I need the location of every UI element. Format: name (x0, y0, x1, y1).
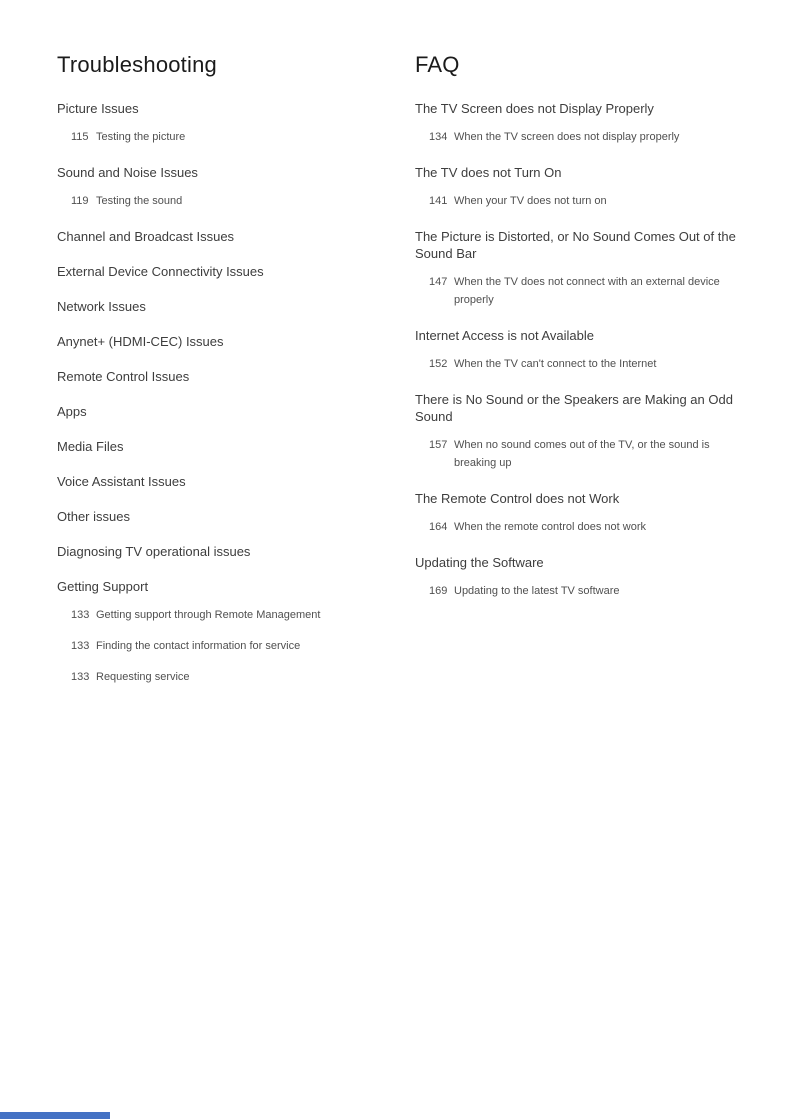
toc-section-title-link[interactable]: There is No Sound or the Speakers are Making an Odd Sound (415, 392, 733, 424)
toc-section-title-link[interactable]: Network Issues (57, 299, 146, 314)
toc-entry-link[interactable] (415, 273, 745, 309)
toc-section (57, 298, 415, 315)
toc-heading-faq: FAQ (415, 52, 460, 77)
toc-section (415, 100, 745, 146)
toc-section (57, 333, 415, 350)
toc-section (57, 368, 415, 385)
toc-entry-page-number: 164 (429, 521, 448, 533)
toc-section (57, 228, 415, 245)
toc-entry-text: When no sound comes out of the TV, or the sound is breaking up (454, 439, 710, 469)
toc-entry-link[interactable] (415, 436, 745, 472)
toc-entry-link[interactable] (57, 128, 415, 146)
toc-entry-text: Updating to the latest TV software (454, 585, 620, 597)
pdf-loading-bar (0, 1112, 110, 1119)
toc-entry-page-number: 147 (429, 276, 448, 288)
toc-entry-text: Finding the contact information for service (96, 640, 301, 652)
toc-entry-page-number: 133 (71, 640, 90, 652)
toc-section-title-link[interactable]: Updating the Software (415, 555, 544, 570)
toc-section-list-troubleshooting (57, 100, 415, 686)
toc-section (57, 100, 415, 146)
toc-entry-text: When the TV does not connect with an external device properly (454, 276, 720, 306)
toc-section (415, 164, 745, 210)
toc-section-title-link[interactable]: Internet Access is not Available (415, 328, 594, 343)
toc-section (57, 543, 415, 560)
toc-section (57, 403, 415, 420)
toc-section-title-link[interactable]: Remote Control Issues (57, 369, 190, 384)
toc-entry-link[interactable] (57, 606, 415, 624)
toc-entry-page-number: 134 (429, 131, 448, 143)
toc-entry-page-number: 157 (429, 439, 448, 451)
toc-section-title-link[interactable]: The TV Screen does not Display Properly (415, 101, 654, 116)
toc-entry-link[interactable] (415, 582, 745, 600)
toc-section-title-link[interactable]: Anynet+ (HDMI-CEC) Issues (57, 334, 224, 349)
toc-section-list-faq (415, 100, 745, 600)
toc-entry-link[interactable] (57, 192, 415, 210)
toc-section (57, 508, 415, 525)
toc-entry-text: When your TV does not turn on (454, 195, 607, 207)
toc-entry-text: Requesting service (96, 671, 190, 683)
toc-section (415, 228, 745, 309)
toc-section-title-link[interactable]: Sound and Noise Issues (57, 165, 198, 180)
toc-entry-link[interactable] (415, 518, 745, 536)
toc-section-title-link[interactable]: Apps (57, 404, 87, 419)
toc-section-title-link[interactable]: Getting Support (57, 579, 149, 594)
toc-section (415, 391, 745, 472)
toc-column-troubleshooting (57, 52, 415, 686)
toc-section-title-link[interactable]: The Remote Control does not Work (415, 491, 620, 506)
toc-entry-text: When the remote control does not work (454, 521, 646, 533)
toc-section-title-link[interactable]: Other issues (57, 509, 130, 524)
toc-section (57, 438, 415, 455)
toc-entry-text: Testing the sound (96, 195, 183, 207)
toc-entry-link[interactable] (57, 637, 415, 655)
toc-entry-link[interactable] (415, 128, 745, 146)
toc-entry-page-number: 169 (429, 585, 448, 597)
toc-entry-page-number: 119 (71, 195, 89, 207)
toc-entry-link[interactable] (57, 668, 415, 686)
toc-section (415, 327, 745, 373)
toc-entry-page-number: 133 (71, 609, 90, 621)
toc-section (57, 263, 415, 280)
toc-entry-page-number: 152 (429, 358, 448, 370)
toc-section (57, 164, 415, 210)
toc-entry-page-number: 141 (429, 195, 448, 207)
toc-section-title-link[interactable]: The TV does not Turn On (415, 165, 562, 180)
toc-entry-text: When the TV screen does not display properly (454, 131, 680, 143)
toc-entry-link[interactable] (415, 355, 745, 373)
toc-section (57, 473, 415, 490)
toc-column-faq (415, 52, 745, 686)
toc-section (415, 490, 745, 536)
toc-section-title-link[interactable]: Media Files (57, 439, 124, 454)
toc-entry-text: When the TV can't connect to the Internet (454, 358, 657, 370)
toc-section-title-link[interactable]: Picture Issues (57, 101, 139, 116)
toc-section (57, 578, 415, 686)
toc-section-title-link[interactable]: Voice Assistant Issues (57, 474, 186, 489)
toc-entry-link[interactable] (415, 192, 745, 210)
toc-section-title-link[interactable]: Channel and Broadcast Issues (57, 229, 235, 244)
toc-section-title-link[interactable]: The Picture is Distorted, or No Sound Comes Out of the Sound Bar (415, 229, 736, 261)
toc-section (415, 554, 745, 600)
toc-entry-text: Testing the picture (96, 131, 186, 143)
toc-entry-page-number: 115 (71, 131, 89, 143)
toc-section-title-link[interactable]: External Device Connectivity Issues (57, 264, 264, 279)
toc-heading-troubleshooting: Troubleshooting (57, 52, 217, 77)
toc-entry-page-number: 133 (71, 671, 90, 683)
toc-section-title-link[interactable]: Diagnosing TV operational issues (57, 544, 251, 559)
toc-entry-text: Getting support through Remote Management (96, 609, 321, 621)
